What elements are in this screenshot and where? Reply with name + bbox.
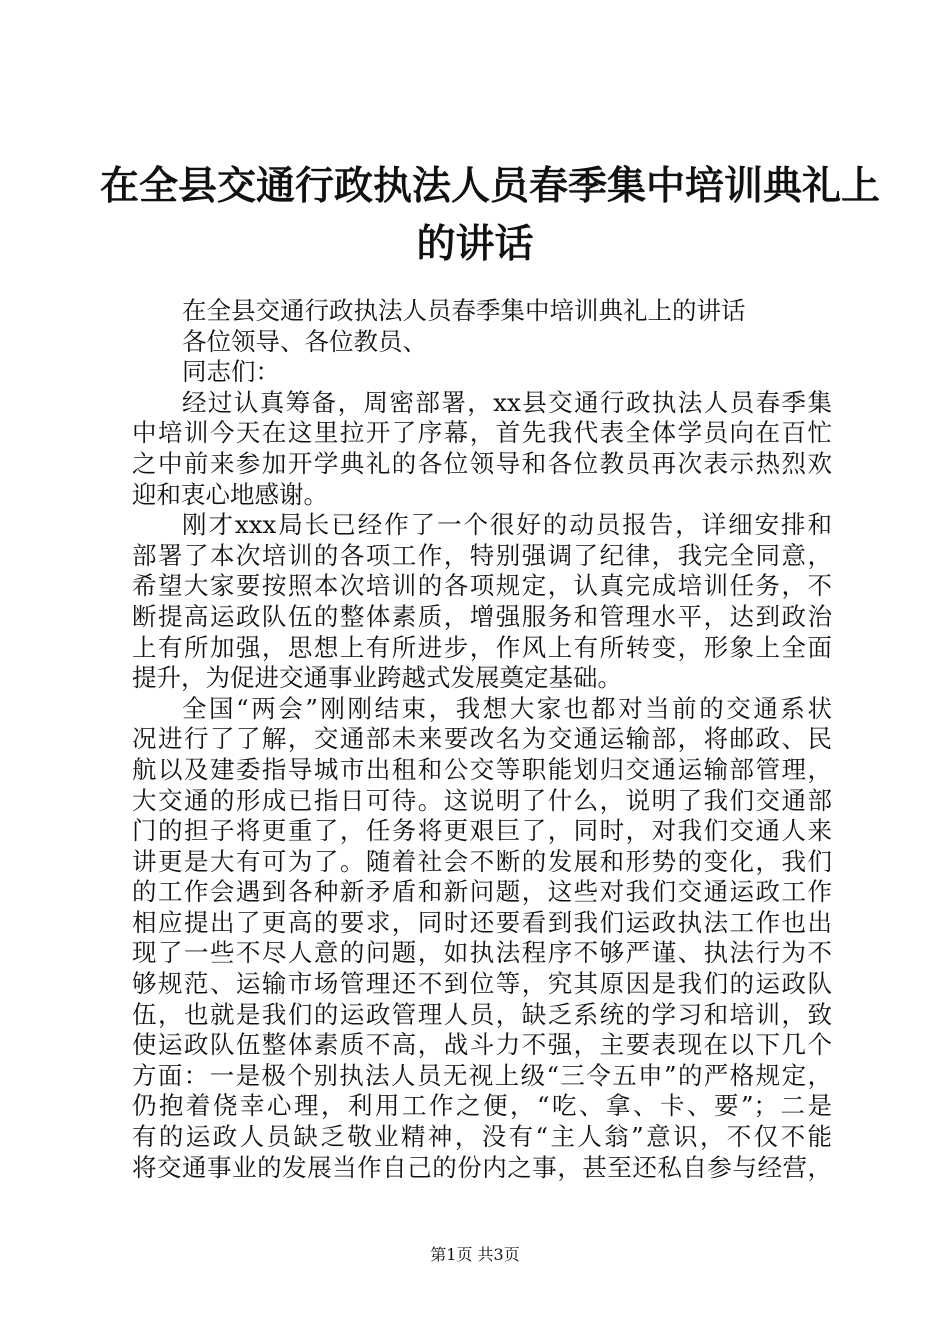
body-line: 各位领导、各位教员、 (182, 326, 427, 356)
body-line: 同志们： (182, 357, 280, 387)
body-line: 希望大家要按照本次培训的各项规定，认真完成培训任务，不 (132, 571, 832, 601)
body-line: 大交通的形成已指日可待。这说明了什么，说明了我们交通部 (132, 785, 832, 815)
body-line: 中培训今天在这里拉开了序幕，首先我代表全体学员向在百忙 (132, 418, 832, 448)
body-line: 有的运政人员缺乏敬业精神，没有“主人翁”意识，不仅不能 (132, 1122, 832, 1152)
body-line: 门的担子将更重了，任务将更艰巨了，同时，对我们交通人来 (132, 816, 832, 846)
body-line: 刚才xxx局长已经作了一个很好的动员报告，详细安排和 (182, 510, 832, 540)
body-line: 伍，也就是我们的运政管理人员，缺乏系统的学习和培训，致 (132, 999, 832, 1029)
body-line: 提升，为促进交通事业跨越式发展奠定基础。 (132, 663, 622, 693)
title-line: 在全县交通行政执法人员春季集中培训典礼上 (100, 164, 881, 209)
body-line: 将交通事业的发展当作自己的份内之事，甚至还私自参与经营， (132, 1152, 832, 1182)
body-line: 仍抱着侥幸心理，利用工作之便，“吃、拿、卡、要”；二是 (132, 1091, 832, 1121)
body-line: 在全县交通行政执法人员春季集中培训典礼上的讲话 (182, 296, 746, 325)
body-line: 航以及建委指导城市出租和公交等职能划归交通运输部管理， (132, 754, 832, 784)
page-footer: 第1页 共3页 (430, 1245, 520, 1264)
body-line: 讲更是大有可为了。随着社会不断的发展和形势的变化，我们 (132, 846, 832, 876)
body-line: 上有所加强，思想上有所进步，作风上有所转变，形象上全面 (132, 632, 832, 662)
body-line: 况进行了了解，交通部未来要改名为交通运输部，将邮政、民 (132, 724, 832, 754)
body-line: 迎和衷心地感谢。 (132, 479, 328, 509)
title-line: 的讲话 (416, 222, 534, 267)
body-line: 现了一些不尽人意的问题，如执法程序不够严谨、执法行为不 (132, 938, 832, 968)
body-line: 部署了本次培训的各项工作，特别强调了纪律，我完全同意， (132, 540, 832, 570)
body-line: 相应提出了更高的要求，同时还要看到我们运政执法工作也出 (132, 907, 832, 937)
body-line: 的工作会遇到各种新矛盾和新问题，这些对我们交通运政工作 (132, 877, 832, 907)
body-line: 断提高运政队伍的整体素质，增强服务和管理水平，达到政治 (132, 601, 832, 631)
body-line: 方面：一是极个别执法人员无视上级“三令五申”的严格规定， (132, 1060, 832, 1090)
document-body (132, 296, 832, 1183)
body-line: 之中前来参加开学典礼的各位领导和各位教员再次表示热烈欢 (132, 448, 832, 478)
body-line: 够规范、运输市场管理还不到位等，究其原因是我们的运政队 (132, 969, 832, 999)
document-title (100, 158, 881, 274)
body-line: 全国“两会”刚刚结束，我想大家也都对当前的交通系状 (182, 693, 832, 723)
body-line: 使运政队伍整体素质不高，战斗力不强，主要表现在以下几个 (132, 1030, 832, 1060)
body-line: 经过认真筹备，周密部署，xx县交通行政执法人员春季集 (182, 387, 832, 417)
